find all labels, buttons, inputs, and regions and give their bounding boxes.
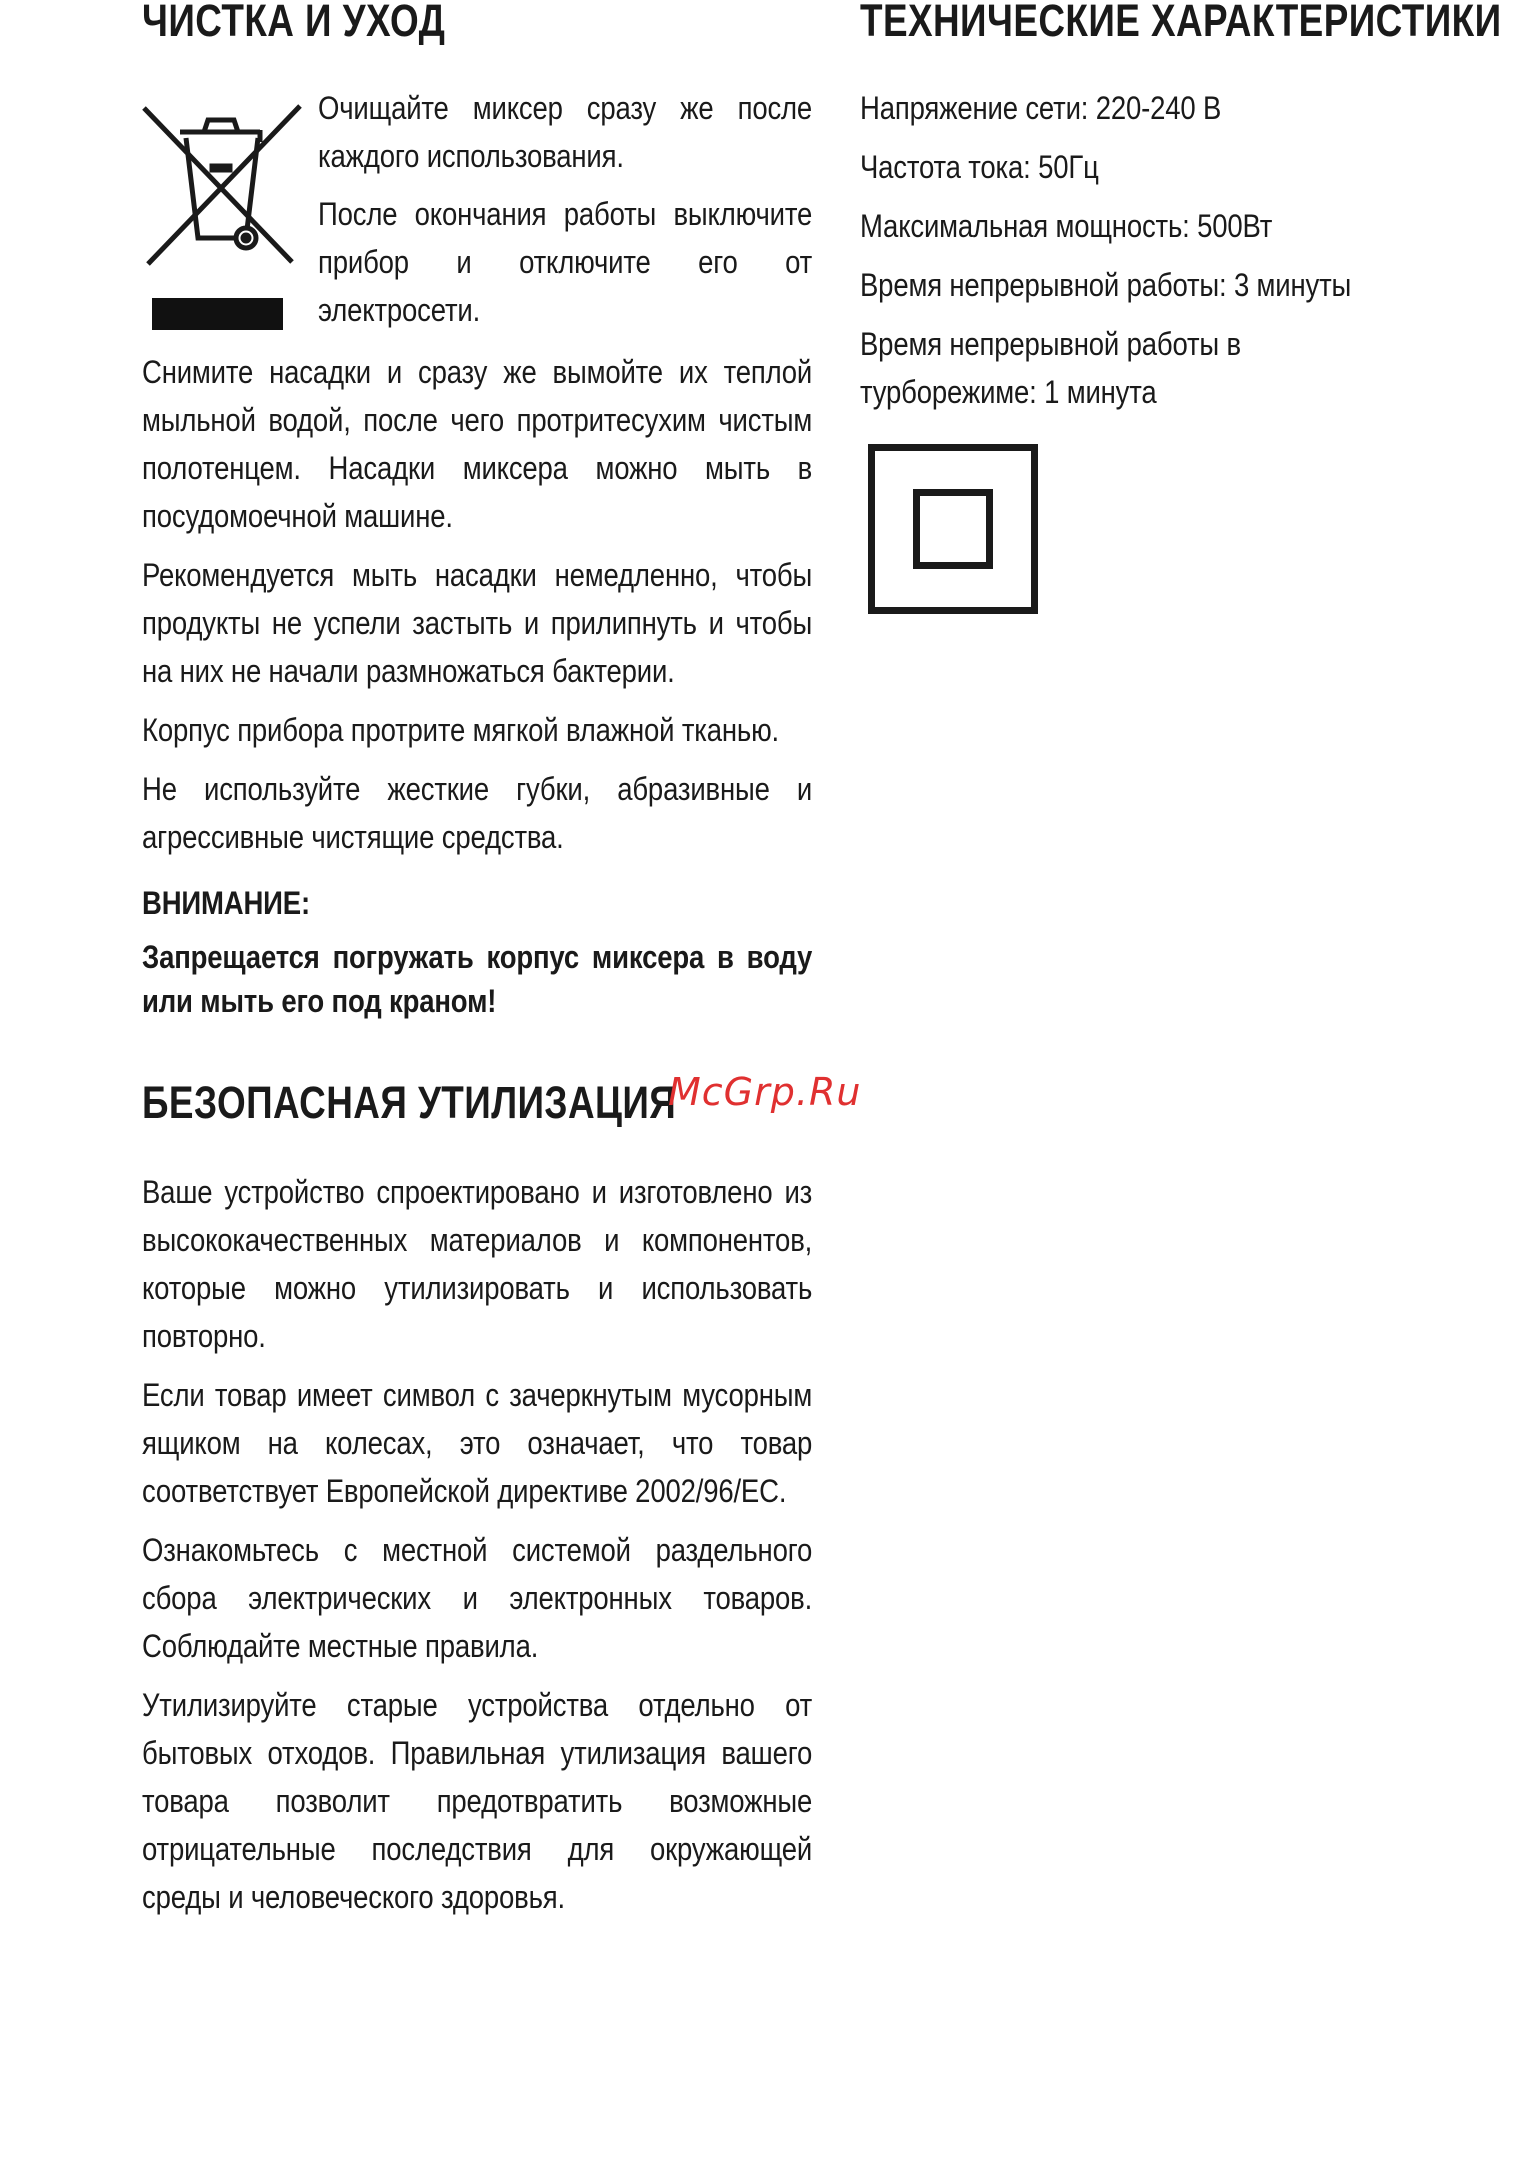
disposal-paragraph-3: Ознакомьтесь с местной системой раздельного сбора электрических и электронных товаров. Соблюдайте местные правила. <box>142 1531 813 1664</box>
spec-item-voltage: Напряжение сети: 220-240 В <box>860 90 1222 126</box>
cleaning-paragraph-3: Корпус прибора протрите мягкой влажной тканью. <box>142 712 780 748</box>
intro-paragraph-1: Очищайте миксер сразу же после каждого использования. <box>318 90 813 174</box>
spec-item-power: Максимальная мощность: 500Вт <box>860 208 1273 244</box>
spec-item-frequency: Частота тока: 50Гц <box>860 149 1099 185</box>
spec-item-turbo: Время непрерывной работы в турборежиме: 1 минута <box>860 326 1241 410</box>
cleaning-heading: ЧИСТКА И УХОД <box>142 0 446 46</box>
disposal-paragraph-1: Ваше устройство спроектировано и изготовлено из высококачественных материалов и компонентов, которые можно утилизировать и использовать повторно. <box>142 1173 813 1354</box>
cleaning-paragraph-1: Снимите насадки и сразу же вымойте их теплой мыльной водой, после чего протритесухим чистым полотенцем. Насадки миксера можно мыть в посудомоечной машине. <box>142 354 813 534</box>
attention-label: ВНИМАНИЕ: <box>142 885 310 921</box>
cleaning-paragraph-2: Рекомендуется мыть насадки немедленно, чтобы продукты не успели застыть и прилипнуть и чтобы на них не начали размножаться бактерии. <box>142 557 813 689</box>
disposal-paragraph-4: Утилизируйте старые устройства отдельно от бытовых отходов. Правильная утилизация вашего товара позволит предотвратить возможные отрицательные последствия для окружающей среды и человеческого здоровья. <box>142 1686 813 1915</box>
intro-paragraph-2: После окончания работы выключите прибор и отключите его от электросети. <box>318 196 813 328</box>
double-insulation-inner <box>913 489 993 569</box>
watermark: McGrp.Ru <box>668 1070 862 1114</box>
disposal-section <box>142 1078 812 1921</box>
cleaning-body <box>142 348 812 1023</box>
disposal-heading: БЕЗОПАСНАЯ УТИЛИЗАЦИЯ <box>142 1077 677 1128</box>
attention-text: Запрещается погружать корпус миксера в воду или мыть его под краном! <box>142 939 813 1019</box>
weee-bar <box>152 298 283 330</box>
disposal-paragraph-2: Если товар имеет символ с зачеркнутым мусорным ящиком на колесах, это означает, что товар соответствует Европейской директиве 2002/96/ЕС. <box>142 1376 813 1509</box>
double-insulation-icon <box>868 444 1038 614</box>
specs-heading: ТЕХНИЧЕСКИЕ ХАРАКТЕРИСТИКИ <box>860 0 1502 46</box>
cleaning-paragraph-4: Не используйте жесткие губки, абразивные и агрессивные чистящие средства. <box>142 771 813 855</box>
specs-list <box>860 84 1460 416</box>
spec-item-continuous: Время непрерывной работы: 3 минуты <box>860 267 1352 303</box>
cleaning-intro <box>318 84 812 334</box>
